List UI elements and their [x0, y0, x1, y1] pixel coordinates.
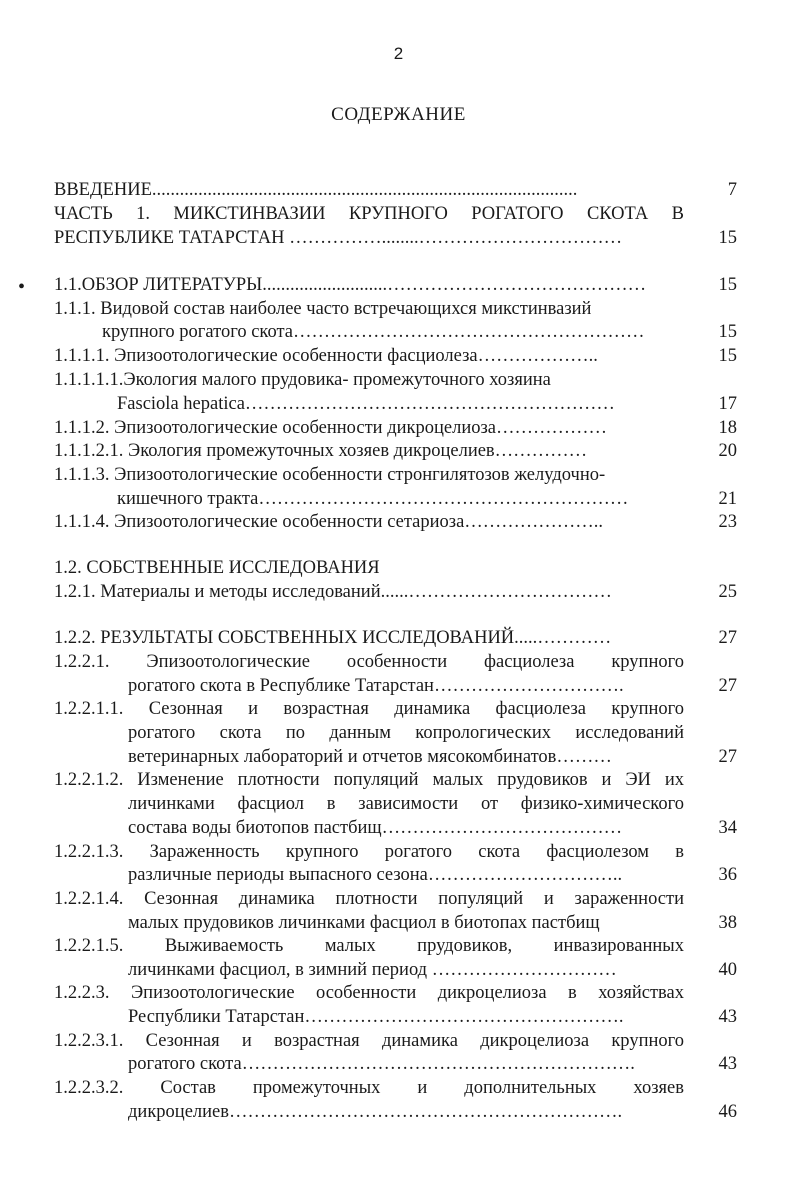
- toc-entry: [0, 487, 797, 511]
- toc-entry: [0, 297, 797, 321]
- toc-entry-page: 18: [718, 418, 737, 438]
- toc-entry-text: Fasciola hepatica……………………………………………………: [117, 394, 615, 414]
- toc-entry-page: 27: [718, 628, 737, 648]
- toc-entry-text: 1.2.2.3.2. Состав промежуточных и дополнительных хозяев: [54, 1078, 684, 1098]
- toc-entry-text: 1.2.2.1.3. Зараженность крупного рогатого скота фасциолезом в: [54, 842, 684, 862]
- toc-entry-text: 1.2.2.1.5. Выживаемость малых прудовиков, инвазированных: [54, 936, 684, 956]
- toc-entry-page: 27: [718, 676, 737, 696]
- toc-entry: [0, 768, 797, 792]
- toc-entry: [0, 368, 797, 392]
- toc-entry-text: РЕСПУБЛИКЕ ТАТАРСТАН ……………........……………………………: [54, 228, 623, 248]
- toc-entry-text: 1.1.ОБЗОР ЛИТЕРАТУРЫ...........................……………………………………: [54, 275, 647, 295]
- toc-entry: [0, 510, 797, 534]
- toc-entry: [0, 792, 797, 816]
- toc-entry-text: 1.2.1. Материалы и методы исследований......……………………………: [54, 582, 612, 602]
- toc-entry: [0, 1076, 797, 1100]
- page-title: СОДЕРЖАНИЕ: [331, 104, 466, 125]
- toc-entry-page: 15: [718, 275, 737, 295]
- toc-entry: [0, 911, 797, 935]
- toc-entry: [0, 840, 797, 864]
- toc-entry: [0, 580, 797, 604]
- toc-entry-text: кишечного тракта……………………………………………………: [117, 489, 629, 509]
- toc-entry: [0, 392, 797, 416]
- toc-entry-page: 27: [718, 747, 737, 767]
- toc-entry-text: 1.2.2.1. Эпизоотологические особенности фасциолеза крупного: [54, 652, 684, 672]
- toc-entry-text: 1.2.2.3. Эпизоотологические особенности дикроцелиоза в хозяйствах: [54, 983, 684, 1003]
- toc-entry-page: 20: [718, 441, 737, 461]
- toc-entry: [0, 320, 797, 344]
- toc-entry-text: рогатого скота……………………………………………………….: [128, 1054, 635, 1074]
- toc-entry-text: 1.1.1.1. Эпизоотологические особенности фасциолеза………………..: [54, 346, 598, 366]
- toc-entry-text: 1.1.1. Видовой состав наиболее часто встречающихся микстинвазий: [54, 299, 592, 319]
- toc-entry: [0, 416, 797, 440]
- toc-entry-page: 21: [718, 489, 737, 509]
- toc-entry-text: 1.1.1.2. Эпизоотологические особенности дикроцелиоза………………: [54, 418, 608, 438]
- toc-entry: [0, 556, 797, 580]
- toc-entry: [0, 1005, 797, 1029]
- toc-entry-text: ЧАСТЬ 1. МИКСТИНВАЗИИ КРУПНОГО РОГАТОГО СКОТА В: [54, 204, 684, 224]
- toc-entry-text: 1.1.1.1.1.Экология малого прудовика- промежуточного хозяина: [54, 370, 551, 390]
- toc-entry-page: 15: [718, 322, 737, 342]
- toc-entry: [0, 202, 797, 226]
- toc-entry-text: 1.2.2.1.1. Сезонная и возрастная динамика фасциолеза крупного: [54, 699, 684, 719]
- toc-entry-text: состава воды биотопов пастбищ…………………………………: [128, 818, 623, 838]
- toc-entry-text: 1.2.2.3.1. Сезонная и возрастная динамика дикроцелиоза крупного: [54, 1031, 684, 1051]
- toc-entry-page: 17: [718, 394, 737, 414]
- bullet-mark: •: [18, 276, 26, 298]
- toc-entry: [0, 1052, 797, 1076]
- toc-entry: [0, 178, 797, 202]
- toc-entry-page: 7: [727, 180, 737, 200]
- toc-entry-text: Республики Татарстан…………………………………………….: [128, 1007, 624, 1027]
- toc-entry-page: 23: [718, 512, 737, 532]
- toc-entry: [0, 958, 797, 982]
- toc-entry-text: дикроцелиев……………………………………………………….: [128, 1102, 623, 1122]
- toc-entry-text: личинками фасциол в зависимости от физико-химического: [128, 794, 684, 814]
- toc-entry-text: рогатого скота по данным копрологических исследований: [128, 723, 684, 743]
- toc-entry: [0, 674, 797, 698]
- toc-entry-text: 1.1.1.2.1. Экология промежуточных хозяев дикроцелиев……………: [54, 441, 588, 461]
- toc-entry: [0, 697, 797, 721]
- toc-entry: [0, 863, 797, 887]
- toc-entry-text: малых прудовиков личинками фасциол в биотопах пастбищ: [128, 913, 600, 933]
- toc-entry: [0, 226, 797, 250]
- toc-entry: [0, 463, 797, 487]
- toc-entry: [0, 981, 797, 1005]
- toc-entry-page: 43: [718, 1007, 737, 1027]
- toc-entry-text: 1.2.2.1.4. Сезонная динамика плотности популяций и зараженности: [54, 889, 684, 909]
- toc-entry: [0, 650, 797, 674]
- toc-entry-text: 1.1.1.4. Эпизоотологические особенности сетариоза…………………..: [54, 512, 604, 532]
- toc-entry: [0, 887, 797, 911]
- toc-entry-page: 34: [718, 818, 737, 838]
- toc-entry: [0, 1100, 797, 1124]
- toc-entry-text: ВВЕДЕНИЕ............................................................................................: [54, 180, 578, 200]
- toc-entry-page: 38: [718, 913, 737, 933]
- toc-entry-text: 1.2.2.1.2. Изменение плотности популяций малых прудовиков и ЭИ их: [54, 770, 684, 790]
- toc-entry: [0, 273, 797, 297]
- toc-entry: [0, 344, 797, 368]
- toc-entry-text: рогатого скота в Республике Татарстан………………………….: [128, 676, 624, 696]
- page-number: 2: [393, 44, 404, 63]
- toc-entry: [0, 816, 797, 840]
- toc-entry: [0, 439, 797, 463]
- toc-entry: [0, 626, 797, 650]
- toc-entry-page: 43: [718, 1054, 737, 1074]
- toc-entry-text: 1.1.1.3. Эпизоотологические особенности стронгилятозов желудочно-: [54, 465, 606, 485]
- toc-entry-page: 36: [718, 865, 737, 885]
- toc-entry-text: ветеринарных лабораторий и отчетов мясокомбинатов………: [128, 747, 612, 767]
- toc-entry-page: 46: [718, 1102, 737, 1122]
- toc-entry: [0, 721, 797, 745]
- toc-entry-text: 1.2.2. РЕЗУЛЬТАТЫ СОБСТВЕННЫХ ИССЛЕДОВАНИЙ.....…………: [54, 628, 612, 648]
- toc-entry-page: 40: [718, 960, 737, 980]
- toc-entry-page: 15: [718, 346, 737, 366]
- toc-entry-text: личинками фасциол, в зимний период …………………………: [128, 960, 617, 980]
- toc-entry: [0, 1029, 797, 1053]
- toc-entry-text: различные периоды выпасного сезона…………………………..: [128, 865, 623, 885]
- toc-entry: [0, 745, 797, 769]
- toc-entry-page: 15: [718, 228, 737, 248]
- toc-entry-text: крупного рогатого скота…………………………………………………: [102, 322, 645, 342]
- toc-entry: [0, 934, 797, 958]
- toc-entry-page: 25: [718, 582, 737, 602]
- toc-entry-text: 1.2. СОБСТВЕННЫЕ ИССЛЕДОВАНИЯ: [54, 558, 380, 578]
